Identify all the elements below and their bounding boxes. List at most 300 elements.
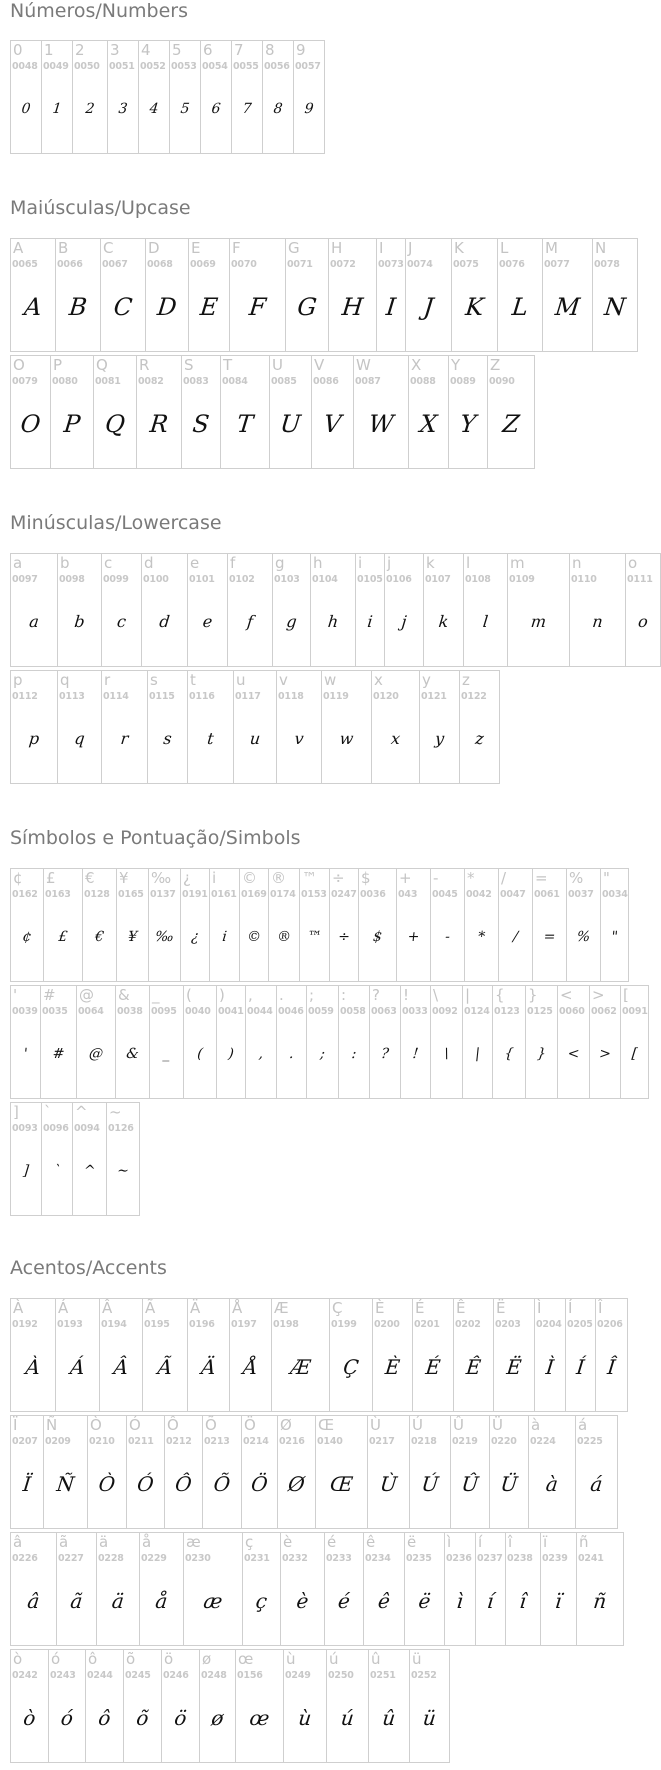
glyph-cell: [10, 1102, 42, 1216]
glyph-char-label: ]: [13, 1103, 19, 1121]
glyph-sample: 7: [241, 101, 253, 117]
glyph-char-label: 9: [296, 41, 306, 59]
glyph-code-label: 0041: [218, 1006, 244, 1017]
glyph-cell: [99, 1298, 143, 1412]
glyph-char-label: -: [433, 869, 439, 887]
glyph-sample: 4: [148, 101, 160, 117]
glyph-sample: ã: [69, 1589, 84, 1613]
glyph-code-label: 0245: [125, 1670, 151, 1681]
glyph-code-label: 0243: [50, 1670, 76, 1681]
glyph-sample: ¥: [127, 929, 138, 945]
glyph-char-label: ô: [88, 1650, 98, 1668]
glyph-char-label: |: [465, 986, 471, 1004]
glyph-cell: [183, 1532, 243, 1646]
glyph-cell: [229, 238, 286, 352]
glyph-code-label: 0224: [530, 1436, 556, 1447]
glyph-cell: [164, 1415, 203, 1529]
glyph-sample: 5: [179, 101, 191, 117]
glyph-char-label: a: [13, 554, 23, 572]
glyph-cell: [209, 868, 240, 982]
glyph-sample: Ö: [250, 1472, 269, 1496]
glyph-sample: ø: [210, 1706, 225, 1730]
glyph-cell: [100, 238, 146, 352]
glyph-cell: [57, 553, 102, 667]
glyph-char-label: ': [13, 986, 18, 1004]
glyph-sample: *: [477, 929, 486, 945]
glyph-code-label: 0236: [446, 1553, 472, 1564]
glyph-code-label: 0053: [171, 61, 197, 72]
glyph-cell: [57, 670, 102, 784]
section-title-numeros-numbers: Números/Numbers: [10, 0, 188, 22]
glyph-cell: [409, 1415, 451, 1529]
glyph-code-label: 0246: [163, 1670, 189, 1681]
glyph-sample: _: [162, 1046, 171, 1062]
glyph-sample: :: [350, 1046, 358, 1062]
glyph-sample: k: [437, 612, 450, 631]
glyph-sample: a: [28, 612, 40, 631]
glyph-code-label: 0108: [465, 574, 491, 585]
glyph-char-label: p: [13, 671, 23, 689]
glyph-sample: R: [148, 410, 170, 438]
glyph-code-label: 0163: [45, 889, 71, 900]
glyph-sample: ¿: [190, 929, 200, 945]
glyph-cell: [405, 238, 452, 352]
glyph-code-label: 0250: [328, 1670, 354, 1681]
glyph-cell: [444, 1532, 476, 1646]
glyph-char-label: }: [528, 986, 538, 1004]
glyph-char-label: u: [236, 671, 246, 689]
glyph-cell: [463, 553, 508, 667]
glyph-cell: [404, 1532, 445, 1646]
glyph-cell: [528, 1415, 576, 1529]
glyph-code-label: 0072: [330, 259, 356, 270]
glyph-char-label: ë: [407, 1533, 417, 1551]
glyph-char-label: \: [433, 986, 439, 1004]
glyph-cell: [245, 985, 277, 1099]
glyph-sample: À: [24, 1355, 42, 1379]
glyph-char-label: {: [495, 986, 505, 1004]
glyph-sample: è: [295, 1589, 310, 1613]
glyph-code-label: 0092: [432, 1006, 458, 1017]
glyph-sample: i: [366, 612, 374, 631]
glyph-cell: [101, 670, 148, 784]
glyph-sample: Q: [103, 410, 127, 438]
glyph-char-label: Œ: [318, 1416, 335, 1434]
glyph-sample: Ú: [420, 1472, 440, 1496]
glyph-char-label: F: [232, 239, 241, 257]
glyph-code-label: 0034: [602, 889, 628, 900]
glyph-code-label: 0074: [407, 259, 433, 270]
glyph-cell: [353, 355, 409, 469]
glyph-sample: \: [443, 1046, 450, 1062]
glyph-cell: [384, 553, 424, 667]
glyph-sample: ï: [554, 1589, 563, 1613]
glyph-sample: ;: [319, 1046, 326, 1062]
glyph-cell: [408, 355, 449, 469]
glyph-code-label: 0124: [464, 1006, 490, 1017]
glyph-cell: [262, 40, 294, 154]
glyph-sample: %: [576, 929, 591, 945]
glyph-sample: O: [19, 410, 42, 438]
glyph-cell: [497, 238, 543, 352]
glyph-sample: Ä: [200, 1355, 217, 1379]
glyph-code-label: 0068: [147, 259, 173, 270]
glyph-char-label: ã: [59, 1533, 69, 1551]
glyph-sample: ~: [116, 1163, 130, 1179]
glyph-sample: .: [288, 1046, 295, 1062]
glyph-cell: [43, 1415, 88, 1529]
glyph-code-label: 0203: [495, 1319, 521, 1330]
glyph-sample: 3: [117, 101, 129, 117]
glyph-char-label: B: [58, 239, 69, 257]
glyph-cell: [358, 868, 397, 982]
glyph-cell: [600, 868, 629, 982]
glyph-char-label: Ù: [370, 1416, 381, 1434]
glyph-sample: |: [474, 1046, 481, 1062]
glyph-char-label: Ç: [332, 1299, 343, 1317]
glyph-sample: P: [62, 410, 82, 438]
glyph-char-label: #: [43, 986, 56, 1004]
glyph-cell: [498, 868, 533, 982]
glyph-sample: É: [424, 1355, 442, 1379]
glyph-sample: h: [326, 612, 340, 631]
glyph-char-label: i: [212, 869, 217, 887]
glyph-char-label: ): [219, 986, 225, 1004]
glyph-code-label: 0105: [357, 574, 383, 585]
glyph-cell: [10, 985, 41, 1099]
glyph-char-label: Z: [490, 356, 501, 374]
glyph-char-label: Á: [58, 1299, 69, 1317]
glyph-sample: 6: [210, 101, 222, 117]
glyph-cell: [489, 1415, 529, 1529]
glyph-code-label: 0234: [365, 1553, 391, 1564]
glyph-cell: [55, 1298, 100, 1412]
glyph-cell: [82, 868, 117, 982]
glyph-char-label: â: [13, 1533, 23, 1551]
glyph-char-label: À: [13, 1299, 24, 1317]
glyph-char-label: Y: [451, 356, 461, 374]
glyph-cell: [321, 670, 372, 784]
glyph-sample: Ï: [21, 1472, 33, 1496]
glyph-code-label: 0206: [597, 1319, 623, 1330]
glyph-cell: [396, 868, 431, 982]
glyph-code-label: 0042: [466, 889, 492, 900]
glyph-cell: [10, 670, 58, 784]
glyph-sample: e: [201, 612, 214, 631]
glyph-code-label: 0033: [402, 1006, 428, 1017]
glyph-sample: ©: [246, 929, 262, 945]
glyph-cell: [306, 985, 339, 1099]
glyph-cell: [464, 868, 499, 982]
glyph-char-label: å: [142, 1533, 152, 1551]
glyph-char-label: Ô: [167, 1416, 179, 1434]
glyph-sample: B: [67, 293, 89, 321]
glyph-sample: ù: [297, 1706, 313, 1730]
glyph-code-label: 0165: [118, 889, 144, 900]
glyph-code-label: 0244: [87, 1670, 113, 1681]
glyph-char-label: ò: [13, 1650, 23, 1668]
glyph-cell: [161, 1649, 200, 1763]
glyph-sample: p: [27, 729, 41, 748]
glyph-cell: [592, 238, 638, 352]
glyph-cell: [328, 238, 377, 352]
glyph-cell: [368, 1649, 410, 1763]
glyph-cell: [487, 355, 535, 469]
glyph-cell: [492, 985, 526, 1099]
glyph-char-label: 3: [110, 41, 120, 59]
glyph-char-label: Ö: [244, 1416, 256, 1434]
glyph-sample: A: [22, 293, 44, 321]
glyph-sample: F: [247, 293, 268, 321]
glyph-sample: ‰: [154, 929, 175, 945]
glyph-sample: &: [125, 1046, 140, 1062]
glyph-cell: [187, 553, 228, 667]
glyph-cell: [532, 868, 567, 982]
glyph-sample: ë: [417, 1589, 432, 1613]
glyph-code-label: 0107: [425, 574, 451, 585]
glyph-char-label: Å: [232, 1299, 243, 1317]
glyph-char-label: j: [387, 554, 392, 572]
glyph-code-label: 0230: [185, 1553, 211, 1564]
glyph-cell: [272, 553, 311, 667]
glyph-code-label: 0212: [166, 1436, 192, 1447]
glyph-code-label: 0054: [202, 61, 228, 72]
glyph-code-label: 0059: [308, 1006, 334, 1017]
glyph-cell: [376, 238, 406, 352]
glyph-cell: [285, 238, 329, 352]
glyph-cell: [430, 985, 463, 1099]
glyph-cell: [589, 985, 621, 1099]
glyph-sample: q: [73, 729, 86, 748]
glyph-code-label: 0104: [312, 574, 338, 585]
glyph-char-label: Ó: [129, 1416, 141, 1434]
glyph-code-label: 0103: [274, 574, 300, 585]
glyph-sample: J: [422, 293, 435, 321]
glyph-code-label: 0110: [571, 574, 597, 585]
glyph-code-label: 0093: [12, 1123, 38, 1134]
glyph-cell: [48, 1649, 86, 1763]
glyph-code-label: 0233: [326, 1553, 352, 1564]
glyph-cell: [50, 355, 94, 469]
glyph-char-label: %: [569, 869, 584, 887]
glyph-code-label: 0119: [323, 691, 349, 702]
glyph-sample: ): [227, 1046, 235, 1062]
glyph-char-label: o: [628, 554, 638, 572]
glyph-code-label: 0115: [149, 691, 175, 702]
glyph-sample: ]: [22, 1163, 30, 1179]
glyph-sample: Ù: [378, 1472, 399, 1496]
glyph-char-label: ¢: [13, 869, 23, 887]
glyph-code-label: 0247: [331, 889, 357, 900]
glyph-char-label: [: [623, 986, 629, 1004]
glyph-cell: [239, 868, 269, 982]
glyph-code-label: 0191: [182, 889, 208, 900]
glyph-code-label: 0067: [102, 259, 128, 270]
glyph-code-label: 0057: [295, 61, 321, 72]
glyph-sample: u: [248, 729, 262, 748]
glyph-char-label: L: [500, 239, 509, 257]
glyph-code-label: 0064: [78, 1006, 104, 1017]
glyph-cell: [475, 1532, 506, 1646]
glyph-cell: [199, 1649, 236, 1763]
glyph-code-label: 0117: [235, 691, 261, 702]
glyph-sample: <: [566, 1046, 581, 1062]
glyph-code-label: 0039: [12, 1006, 38, 1017]
glyph-code-label: 0251: [370, 1670, 396, 1681]
glyph-cell: [116, 868, 149, 982]
glyph-cell: [540, 1532, 577, 1646]
glyph-code-label: 0128: [84, 889, 110, 900]
glyph-char-label: r: [104, 671, 111, 689]
glyph-char-label: N: [595, 239, 607, 257]
glyph-char-label: Í: [568, 1299, 573, 1317]
glyph-code-label: 0046: [278, 1006, 304, 1017]
glyph-code-label: 0035: [42, 1006, 68, 1017]
glyph-char-label: k: [426, 554, 435, 572]
glyph-cell: [141, 553, 188, 667]
glyph-sample: í: [486, 1589, 495, 1613]
glyph-char-label: ™: [302, 869, 317, 887]
glyph-char-label: Û: [453, 1416, 464, 1434]
glyph-sample: W: [367, 410, 395, 438]
glyph-sample: +: [406, 929, 421, 945]
glyph-cell: [227, 553, 273, 667]
glyph-sample: £: [57, 929, 69, 945]
glyph-sample: ô: [97, 1706, 112, 1730]
glyph-cell: [409, 1649, 450, 1763]
glyph-cell: [299, 868, 330, 982]
glyph-sample: L: [510, 293, 530, 321]
glyph-code-label: 0100: [143, 574, 169, 585]
glyph-cell: [10, 553, 58, 667]
glyph-cell: [180, 868, 210, 982]
glyph-cell: [231, 40, 263, 154]
glyph-sample: Z: [501, 410, 521, 438]
glyph-cell: [369, 985, 401, 1099]
glyph-char-label: Ü: [492, 1416, 503, 1434]
glyph-char-label: ^: [75, 1103, 88, 1121]
glyph-code-label: 0087: [355, 376, 381, 387]
glyph-code-label: 0169: [241, 889, 267, 900]
glyph-char-label: æ: [186, 1533, 201, 1551]
glyph-char-label: ñ: [579, 1533, 589, 1551]
glyph-code-label: 0098: [59, 574, 85, 585]
glyph-code-label: 0081: [95, 376, 121, 387]
glyph-code-label: 0113: [59, 691, 85, 702]
glyph-code-label: 0101: [189, 574, 215, 585]
glyph-sample: à: [544, 1472, 560, 1496]
glyph-char-label: é: [327, 1533, 337, 1551]
glyph-sample: H: [340, 293, 365, 321]
glyph-char-label: M: [545, 239, 558, 257]
glyph-sample: Â: [112, 1355, 130, 1379]
glyph-char-label: Ë: [496, 1299, 506, 1317]
glyph-cell: [276, 670, 322, 784]
glyph-cell: [216, 985, 246, 1099]
glyph-cell: [55, 238, 101, 352]
glyph-sample: ü: [421, 1706, 438, 1730]
glyph-sample: û: [381, 1706, 397, 1730]
glyph-cell: [138, 40, 170, 154]
glyph-char-label: I: [379, 239, 384, 257]
glyph-sample: ®: [276, 929, 292, 945]
glyph-char-label: n: [572, 554, 582, 572]
glyph-code-label: 0162: [12, 889, 38, 900]
glyph-cell: [310, 553, 356, 667]
glyph-code-label: 0213: [204, 1436, 230, 1447]
glyph-cell: [453, 1298, 494, 1412]
glyph-cell: [41, 40, 73, 154]
glyph-sample: G: [295, 293, 319, 321]
glyph-char-label: :: [341, 986, 347, 1004]
glyph-sample: w: [338, 729, 355, 748]
glyph-code-label: 0085: [271, 376, 297, 387]
glyph-char-label: É: [415, 1299, 425, 1317]
glyph-code-label: 0079: [12, 376, 38, 387]
glyph-char-label: H: [331, 239, 343, 257]
glyph-sample: S: [191, 410, 211, 438]
glyph-code-label: 0121: [421, 691, 447, 702]
glyph-sample: Ê: [464, 1355, 483, 1379]
glyph-code-label: 0077: [544, 259, 570, 270]
glyph-cell: [149, 985, 184, 1099]
glyph-char-label: ¿: [183, 869, 191, 887]
glyph-char-label: ;: [309, 986, 315, 1004]
glyph-char-label: Ä: [190, 1299, 201, 1317]
glyph-cell: [277, 1415, 316, 1529]
glyph-cell: [169, 40, 201, 154]
glyph-sample: i: [221, 929, 228, 945]
section-title-acentos-accents: Acentos/Accents: [10, 1257, 167, 1279]
glyph-char-label: @: [79, 986, 94, 1004]
glyph-sample: ,: [257, 1046, 265, 1062]
glyph-char-label: ,: [248, 986, 253, 1004]
glyph-char-label: ø: [202, 1650, 212, 1668]
glyph-sample: E: [198, 293, 220, 321]
glyph-sample: æ: [202, 1589, 224, 1613]
glyph-code-label: 0198: [273, 1319, 299, 1330]
glyph-code-label: 0239: [542, 1553, 568, 1564]
glyph-char-label: 8: [265, 41, 275, 59]
glyph-code-label: 0207: [12, 1436, 38, 1447]
glyph-code-label: 0153: [301, 889, 327, 900]
glyph-sample: ¢: [21, 929, 33, 945]
glyph-code-label: 0084: [222, 376, 248, 387]
glyph-char-label: V: [314, 356, 325, 374]
glyph-code-label: 0109: [509, 574, 535, 585]
glyph-cell: [372, 1298, 413, 1412]
glyph-cell: [93, 355, 137, 469]
glyph-sample: ó: [59, 1706, 75, 1730]
glyph-char-label: y: [422, 671, 431, 689]
glyph-code-label: 0083: [183, 376, 209, 387]
glyph-sample: Ç: [342, 1355, 360, 1379]
glyph-cell: [200, 40, 232, 154]
glyph-cell: [187, 670, 234, 784]
glyph-code-label: 0044: [247, 1006, 273, 1017]
glyph-cell: [363, 1532, 405, 1646]
glyph-code-label: 0140: [317, 1436, 343, 1447]
glyph-cell: [507, 553, 570, 667]
glyph-char-label: Q: [96, 356, 108, 374]
glyph-code-label: 0086: [313, 376, 339, 387]
glyph-sample: ä: [110, 1589, 126, 1613]
glyph-code-label: 0125: [527, 1006, 553, 1017]
glyph-char-label: ä: [99, 1533, 109, 1551]
glyph-char-label: ?: [372, 986, 380, 1004]
glyph-cell: [148, 868, 181, 982]
glyph-code-label: 0073: [378, 259, 404, 270]
